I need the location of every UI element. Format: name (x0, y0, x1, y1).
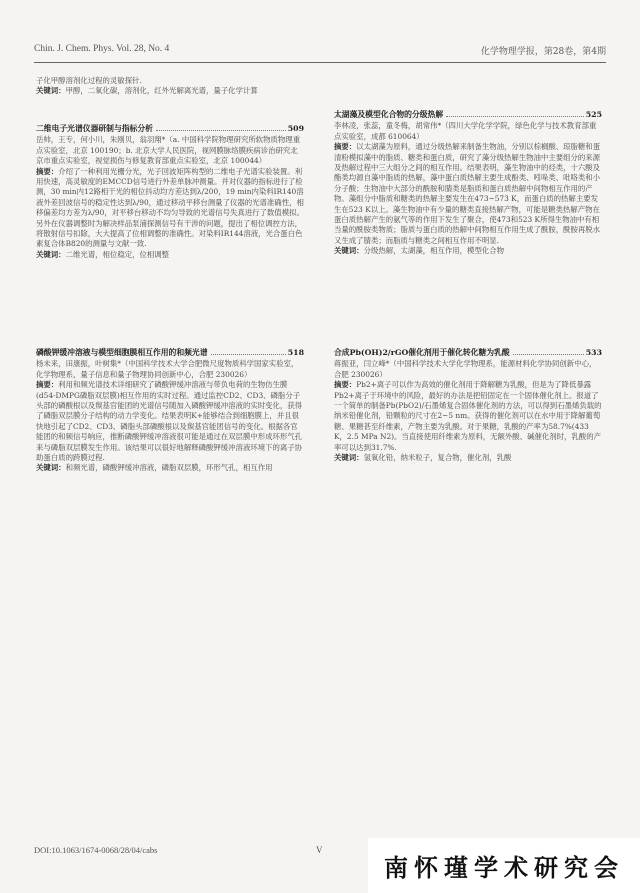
article-authors: 李林凌，张蕊，童冬梅，胡常伟*（四川大学化学学院，绿色化学与技术教育部重点实验室，成都 610064） (334, 121, 597, 141)
article-abstract (36, 167, 304, 250)
abstract-label: 摘要： (36, 380, 59, 390)
article-title-row (36, 348, 304, 358)
article-title: 二维电子光谱仪器研制与指标分析 (36, 124, 153, 133)
keywords-text: 和频光谱，磷酸钾缓冲溶液，磷脂双层膜，环形气孔，相互作用 (65, 463, 273, 473)
continuation-text: 子化甲醇溶剂化过程的灵敏探针. (36, 76, 142, 85)
page-ref: 533 (585, 348, 602, 357)
journal-title-zh: 化学物理学报，第28卷，第4期 (480, 47, 606, 57)
article-entry (36, 348, 304, 474)
abstract-label: 摘要： (334, 380, 357, 390)
page-ref: 509 (287, 124, 304, 133)
leader-dots (446, 110, 584, 117)
abstract-text: Pb2+离子可以作为高效的催化剂用于降解糖为乳酸，但是为了降低暴露Pb2+离子于环境中的风险，最好的办法是把铅固定在一个固体催化剂上。报道了一个简单的制备Pb(PbO2)/石墨烯复合固体催化剂的方法，可以得到石墨烯负载的纳米铅催化剂，铅颗粒的尺寸在2~5 nm。获得的催化剂可以在水中用于降解葡萄糖、果糖甚至纤维素，产物主要为乳酸。对于果糖，乳酸的产率为58.7%(433 K，2.5 MPa N2)。当直接使用纤维素为原料，无额外酸、碱催化剂时，乳酸的产率可以达到31.7%. (334, 380, 602, 452)
keywords (334, 453, 602, 463)
article-title: 合成Pb(OH)2/rGO催化剂用于催化转化糖为乳酸 (334, 348, 510, 357)
article-authors: 岳帅，王专，何小川，朱刚贝，翁羽翔*（a. 中国科学院物理研究所软物质物理重点实验室，北京 100190；b. 北京大学人民医院，视网膜脉络膜疾病诊治研究北京市重点实验室，视觉损伤与修复教育部重点实验室，北京 100044） (36, 135, 301, 166)
page-number: V (316, 845, 323, 855)
continuation-entry (36, 76, 304, 97)
abstract-text: 以太湖藻为原料，通过分级热解来制备生物油，分别以棕榈酸、琼脂糖和蛋清粉模拟藻中的脂质、糖类和蛋白质，研究了藻分级热解生物油中主要组分的来源及热解过程中三大组分之间的相互作用。结果表明，藻生物油中的烃类，十六酸及酯类均源自藻中脂质的热解，藻中蛋白质热解主要生成酚类、吲哚类、吡咯类和小分子酸；生物油中大部分的酰胺和腈类是脂质和蛋白质热解中间物相互作用的产物。藻组分中脂质和糖类的热解主要发生在473~573 K，而蛋白质的热解主要发生在523 K以上。藻生物油中有少量的糖类直接热解产物，可能是糖类热解产物在蛋白质热解产生的氨气等的作用下发生了聚合，使473和523 K所得生物油中有相当量的酰胺类物质；脂质与蛋白质的热解中间物相互作用生成了酰胺，酰胺再脱水又生成了腈类；而脂质与糖类之间相互作用不明显. (334, 142, 601, 245)
header-divider (34, 62, 606, 63)
page-ref: 518 (287, 348, 304, 357)
page-ref: 525 (585, 110, 602, 119)
article-abstract (334, 142, 602, 246)
article-entry (334, 348, 602, 463)
article-entry (36, 124, 304, 260)
leader-dots (211, 348, 286, 355)
keywords-label: 关键词： (36, 463, 66, 473)
keywords (36, 250, 304, 260)
article-title: 磷酸钾缓冲溶液与模型细胞膜相互作用的和频光谱 (36, 348, 208, 357)
keywords-label: 关键词： (334, 246, 364, 256)
keywords-text: 分级热解，太湖藻，相互作用，模型化合物 (363, 246, 505, 256)
article-abstract (36, 380, 304, 463)
abstract-text: 介绍了一种利用光栅分光，光子回波矩阵构型的二维电子光谱实验装置。利用快速，高灵敏度的EMCCD信号进行外差单脉冲测量。并对仪器的指标进行了检测，30 min内12路相干光的相位抖动均方差达到λ/200，19 min内染料IR140溶液外差回波信号的稳定性达到λ/90，通过移动平移台测量了仪器的光谱准确性，相移偏差均方差为λ/90，对平移台移动不均匀导致的光谱信号失真进行了数值模拟。另外在仪器调整时为解决样品泵浦探测信号有干涉的问题，提出了相位调控方法，将散射信号扣除，大大提高了位相调整的准确性。对染料IR144溶液，光合蛋白色素复合体B820的测量与文献一致. (36, 166, 304, 249)
abstract-text: 利用和频光谱技术详细研究了磷酸钾缓冲溶液与带负电荷的生物仿生膜(d54-DMPG磷脂双层膜)相互作用的实时过程。通过监控CD2、CD3、磷脂分子头部的磷酸根以及羰基官能团的光谱信号随加入磷酸钾缓冲溶液的实时变化，获得了磷脂双层膜分子结构的动力学变化。结果表明K+能够结合到细胞膜上，并且很快地引起了CD2、CD3、磷脂头部磷酸根以及羰基官能团信号的变化。根据各官能团的和频信号响应，推断磷酸钾缓冲溶液很可能是通过在双层膜中形成环形气孔来与磷脂双层膜发生作用。该结果可以很好地解释磷酸钾缓冲溶液环境下的离子协助蛋白质的跨膜过程. (36, 380, 303, 463)
abstract-label: 摘要： (334, 142, 357, 152)
keywords (36, 86, 304, 96)
journal-title-en: Chin. J. Chem. Phys. Vol. 28, No. 4 (34, 44, 170, 54)
keywords-label: 关键词： (36, 249, 66, 259)
keywords (36, 463, 304, 473)
article-title-row (36, 124, 304, 134)
leader-dots (513, 348, 584, 355)
abstract-label: 摘要： (36, 166, 59, 176)
keywords (334, 246, 602, 256)
article-title-row (334, 110, 602, 120)
article-title-row (334, 348, 602, 358)
keywords-text: 二维光谱，相位稳定，位相调整 (65, 249, 170, 259)
keywords-text: 氢氧化铅，纳米粒子，复合物，催化剂，乳酸 (363, 453, 512, 463)
article-abstract (334, 380, 602, 453)
article-title: 太湖藻及模型化合物的分级热解 (334, 110, 444, 119)
keywords-text: 甲醇，二氧化碳，溶剂化，红外光解离光谱，量子化学计算 (65, 86, 258, 96)
doi-footer: DOI:10.1063/1674-0068/28/04/cabs (34, 845, 158, 855)
watermark-banner: 南怀瑾学术研究会 (368, 838, 640, 893)
keywords-label: 关键词： (36, 86, 66, 96)
article-entry (334, 110, 602, 257)
article-authors: 杨未来，田康振，叶树集*（中国科学技术大学合肥微尺度物质科学国家实验室，化学物理系，量子信息和量子物理协同创新中心，合肥 230026） (36, 359, 299, 379)
leader-dots (156, 124, 286, 131)
article-authors: 蒋振亚，闫立峰*（中国科学技术大学化学物理系，能源材料化学协同创新中心，合肥 230026） (334, 359, 597, 379)
keywords-label: 关键词： (334, 453, 364, 463)
